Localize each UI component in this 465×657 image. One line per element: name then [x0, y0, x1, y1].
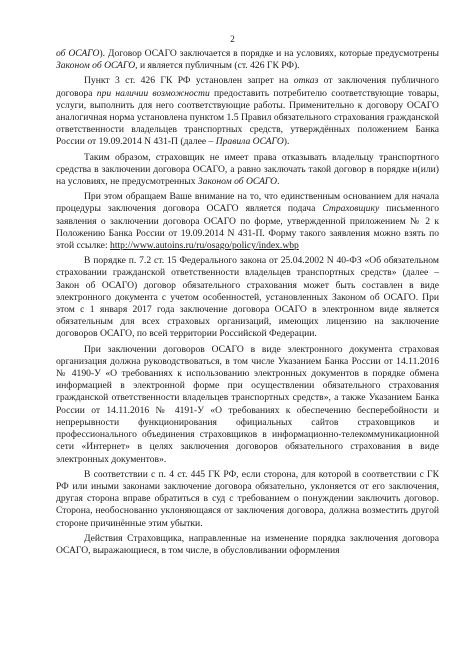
paragraph-1: [56, 48, 439, 72]
paragraph-text: Таким образом, страховщик не имеет права отказывать владельцу транспортного средства в заключении договора ОСАГО, а равно заключать такой договор в порядке и(или) на условиях, не предусмотренных: [56, 151, 439, 188]
paragraph-text: письменного заявления о заключении договора ОСАГО по форме, утвержденной приложением № 2 к Положению Банка России от 19.09.2014 N 431-П. Форму такого заявления можно взять по этой ссылке:: [56, 203, 439, 252]
paragraph-text: от заключения публичного договора: [56, 75, 439, 99]
paragraph-text: В соответствии с п. 4 ст. 445 ГК РФ, если сторона, для которой в соответствии с ГК РФ или иными законами заключение договора обязательно, уклоняется от его заключения, другая сторона вправе обратиться в суд с требованием о понуждении заключить договор. Сторона, необоснованно уклоняющаяся от заключения договора, должна возместить другой стороне причинённые этим убытки.: [56, 468, 439, 529]
paragraph-text: Пункт 3 ст. 426 ГК РФ установлен запрет на: [84, 75, 294, 87]
paragraph-text: В порядке п. 7.2 ст. 15 Федерального закона от 25.04.2002 N 40-ФЗ «Об обязательном страховании гражданской ответственности владельцев транспортных средств» (далее – Закон об ОСАГО) договор обязательного страхования может быть составлен в виде электронного документа с учетом особенностей, установленных Законом об ОСАГО. При этом с 1 января 2017 года заключение договора ОСАГО в электронном виде является обязательным для всех страховых организаций, имеющих лицензию на заключение договоров ОСАГО, по всей территории Российской Федерации.: [56, 255, 439, 340]
paragraph-text: При этом обращаем Ваше внимание на то, что единственным основанием для начала процедуры заключения договора ОСАГО является подача: [56, 191, 439, 215]
italic-term: отказ: [293, 75, 319, 87]
italic-term: при наличии возможности: [96, 87, 210, 99]
document-body: [56, 48, 439, 560]
paragraph-text: Действия Страховщика, направленные на изменение порядка заключения договора ОСАГО, выражающиеся, в том числе, в обусловливании оформления: [56, 532, 439, 556]
paragraph-3: [56, 152, 439, 189]
paragraph-text: ). Договор ОСАГО заключается в порядке и на условиях, которые предусмотрены: [99, 48, 439, 59]
italic-term: Правила ОСАГО: [215, 136, 284, 148]
paragraph-text: ).: [283, 136, 290, 148]
paragraph-4: [56, 191, 439, 252]
italic-term: Страховщику: [322, 203, 380, 215]
paragraph-2: [56, 75, 439, 148]
italic-term: об ОСАГО: [56, 48, 100, 59]
paragraph-text: , и является публичным (ст. 426 ГК РФ).: [135, 60, 300, 72]
paragraph-text: предоставить потребителю соответствующие товары, услуги, выполнить для него соответствующие работы. Применительно к договору ОСАГО аналогичная норма установлена пунктом 1.5 Правил обязательного страхования гражданской ответственности владельцев транспортных средств, утверждённых положением Банка России от 19.09.2014 N 431-П (далее –: [56, 87, 439, 148]
page-number: 2: [230, 34, 235, 44]
paragraph-text: При заключении договоров ОСАГО в виде электронного документа страховая организация должна руководствоваться, в том числе Указанием Банка России от 14.11.2016 № 4190-У «О требованиях к использованию электронных документов в порядке обмена информацией в электронной форме при осуществлении обязательного страхования гражданской ответственности владельцев транспортных средств», а также Указанием Банка России от 14.11.2016 № 4191-У «О требованиях к обеспечению бесперебойности и непрерывности функционирования официальных сайтов страховщиков и профессионального объединения страховщиков в информационно-телекоммуникационной сети «Интернет» в целях заключения договоров обязательного страхования в виде электронных документов».: [56, 343, 439, 465]
paragraph-8: [56, 533, 439, 557]
italic-term: Законом об ОСАГО: [56, 60, 136, 72]
paragraph-text: .: [277, 176, 280, 188]
paragraph-6: [56, 344, 439, 466]
italic-term: Законом об ОСАГО: [197, 176, 278, 188]
paragraph-7: [56, 469, 439, 530]
paragraph-5: [56, 255, 439, 340]
application-form-link[interactable]: http://www.autoins.ru/ru/osago/policy/index.wbp: [110, 240, 299, 252]
